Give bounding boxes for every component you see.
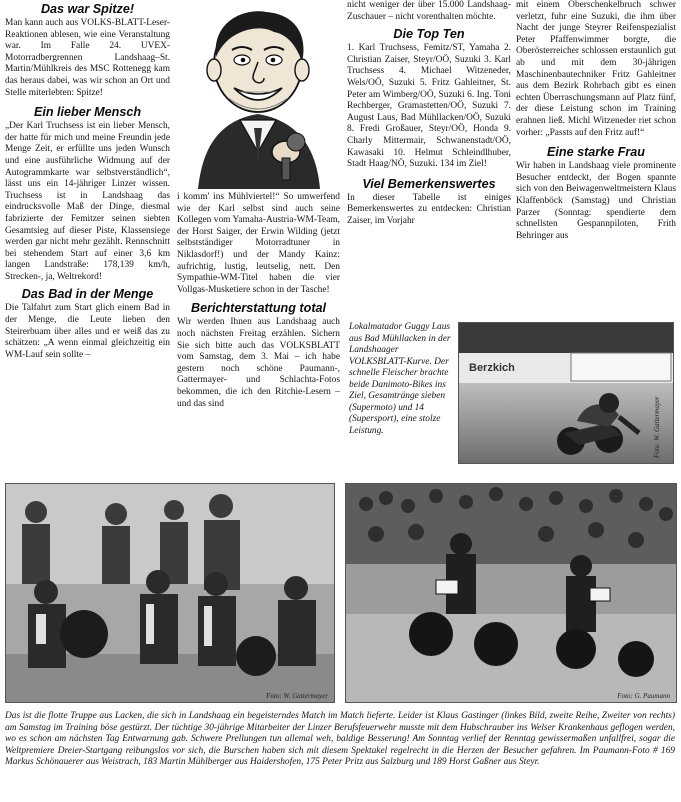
paragraph: „Der Karl Truchsess ist ein lieber Mensch, der hatte für mich und meine Freundin jede Menge Zeit, er erfüllte uns jeden Wunsch und eine ausführliche Widmung auf der Autogrammkarte war selbstverständlich“, lässt uns ein 14-jähriger Linzer wissen. Truchsess ist in Landshaag das eindrucksvolle Maß der Dinge, diesmal fabrizierte der Femitzer seinen siebten Gesamtsieg auf dieser Piste, Klassensiege werden gar nicht mehr gezählt. Rennschnitt bei stehendem Start auf einer 3,6 km langen Landstraße: 178,139 km/h, Strecken-, ja, Weltrekord! bbox=[5, 121, 170, 282]
heading-ein-lieber-mensch: Ein lieber Mensch bbox=[33, 105, 142, 120]
column-1 bbox=[5, 0, 170, 361]
photo-race-start bbox=[345, 483, 677, 703]
paragraph: Wir haben in Landshaag viele prominente Besucher entdeckt, der Bogen spannte sich von den Beiwagenweltmeistern Klaus Klaffenböck (Samstag) und Christian Parzer (Sonntag: spendierte dem schnellsten Gespannpiloten, Frith Behringer aus bbox=[516, 161, 676, 241]
photo-credit: Foto: W. Gattermayer bbox=[653, 396, 661, 458]
column-3 bbox=[347, 0, 511, 228]
paragraph: In dieser Tabelle ist einiges Bemerkenswertes zu entdecken: Christian Zaiser, im Vorjahr bbox=[347, 192, 511, 226]
heading-berichterstattung-total: Berichterstattung total bbox=[190, 301, 327, 316]
photo-credit: Foto: G. Paumann bbox=[617, 692, 670, 700]
heading-die-top-ten: Die Top Ten bbox=[393, 27, 465, 42]
bottom-photo-caption: Das ist die flotte Truppe aus Lacken, die sich in Landshaag ein begeisterndes Match im Match lieferte. Leider ist Klaus Gastinger (linkes Bild, zweite Reihe, Zweiter von rechts) am Samstag im Training böse gestürzt. Der tüchtige 30-jährige Mitarbeiter der Linzer Berufsfeuerwehr musste mit dem Hubschrauber ins Welser Krankenhaus geflogen werden, wo es schon am nächsten Tag Entwarnung gab. Schwere Prellungen tun allemal weh, baldige Besserung! Am Sonntag verlief der Renntag gewissermaßen unfallfrei, sogar die Weltpremiere Dreier-Startgang reibungslos vor sich, die Burschen haben sich mit diesem Spektakel regelrecht in die Herzen der Besucher gefahren. Im Paumann-Foto # 169 Markus Schönauerer aus Weistrach, 183 Martin Mühlberger aus Haidershofen, 175 Peter Pritz aus Salzburg und 189 Horst Gaßner aus Steyr. bbox=[5, 711, 675, 768]
column-4 bbox=[516, 0, 676, 242]
photo-group-team-image bbox=[6, 484, 334, 702]
paragraph: nicht weniger der über 15.000 Landshaag-Zuschauer – nicht vorenthalten möchte. bbox=[347, 0, 511, 22]
paragraph: Die Talfahrt zum Start glich einem Bad in der Menge, die Leute lieben den Steirerbuam über alles und er weiß das zu schätzen: „A wenn einmal gleichzeitig ein WM-Lauf sein sollte – bbox=[5, 303, 170, 360]
photo-motorcycle-curve-image bbox=[459, 323, 673, 463]
photo-race-start-image bbox=[346, 484, 676, 702]
caricature-illustration bbox=[178, 2, 338, 189]
paragraph: Man kann auch aus VOLKS-BLATT-Leser-Reaktionen ablesen, wie eine Veranstaltung war. Im Falle 24. UVEX-Motorradbergrennen Landshaag–St. Martin/Mühlkreis des MSC Rottenegg kam das heraus dabei, was wir schon an Ort und Stelle miterlebten: Spitze! bbox=[5, 18, 170, 98]
heading-eine-starke-frau: Eine starke Frau bbox=[547, 145, 645, 160]
caricature-drawing bbox=[178, 2, 338, 189]
paragraph: Wir werden Ihnen aus Landshaag auch noch nächsten Freitag erzählen. Sichern Sie sich bitte auch das VOLKSBLATT vom Samstag, dem 3. Mai – ich habe gestern noch schöne Paumann-, Gattermayer- und Schlachta-Fotos bekommen, die ich den Ritchie-Lesern – und das sind bbox=[177, 317, 340, 409]
paragraph: mit einem Oberschenkelbruch schwer verletzt, fuhr eine Suzuki, die ihm über Nacht der junge Steyrer Reifenspezialist Peter Pfaffenwimmer borgte, die Oberösterreicher schlossen erstaunlich gut ab und mit dem 30-jährigen Maschinenbautechniker Fritz Gahleitner aus dem Bezirk Rohrbach gibt es einen echten Überraschungsmann auf Platz fünf, der diese Leistung schon im Training erahnen ließ. Michl Witzeneder riet schon vorher: „Passts auf den Fritz auf!“ bbox=[516, 0, 676, 138]
paragraph: 1. Karl Truchsess, Femitz/ST, Yamaha 2. Christian Zaiser, Steyr/OÖ, Suzuki 3. Karl Truchsess 4. Michael Witzeneder, Wels/OÖ, Suzuki 5. Fritz Gahleitner, St. Peter am Wimberg/OÖ, Suzuki 6. Ing. Toni Rechberger, Gramastetten/OÖ, Suzuki 7. August Laus, Bad Mühllacken/OÖ, Suzuki 8. Fredi Großauer, Steyr/OÖ, Honda 9. Charly Mittermair, Schwanenstadt/OÖ, Kawasaki 10. Helmut Schleindlhuber, Stadt Haag/NÖ, Suzuki. 134 im Ziel! bbox=[347, 43, 511, 170]
heading-das-war-spitze: Das war Spitze! bbox=[40, 2, 135, 16]
paragraph: i komm' ins Mühlviertel!“ So umwerfend wie der Karl selbst sind auch seine Kollegen vom Yamaha-Austria-WM-Team, der Horst Saiger, der Erwin Wilding (jetzt selbstständiger Motorradtuner in Niklasdorf!) und der Mandy Kainz: aufrichtig, lustig, leutselig, nett. Den Sympathie-WM-Titel haben die vier Vollgas-Musketiere schon in der Tasche! bbox=[177, 192, 340, 295]
photo-caption-lokalmatador: Lokalmatador Guggy Laus aus Bad Mühllacken in der Landshaager VOLKSBLATT-Kurve. Der schnelle Fleischer brachte beide Danimoto-Bikes ins Ziel, Gesamtränge sieben (Supermoto) und 14 (Supersport), eine stolze Leistung. bbox=[349, 322, 451, 436]
heading-viel-bemerkenswertes: Viel Bemerkenswertes bbox=[362, 176, 496, 191]
photo-credit: Foto: W. Gattermayer bbox=[266, 692, 328, 700]
photo-group-team bbox=[5, 483, 335, 703]
photo-motorcycle-curve bbox=[458, 322, 674, 464]
column-2 bbox=[177, 192, 340, 410]
heading-das-bad-in-der-menge: Das Bad in der Menge bbox=[21, 287, 154, 302]
banner-text: Berzkich bbox=[469, 362, 515, 374]
